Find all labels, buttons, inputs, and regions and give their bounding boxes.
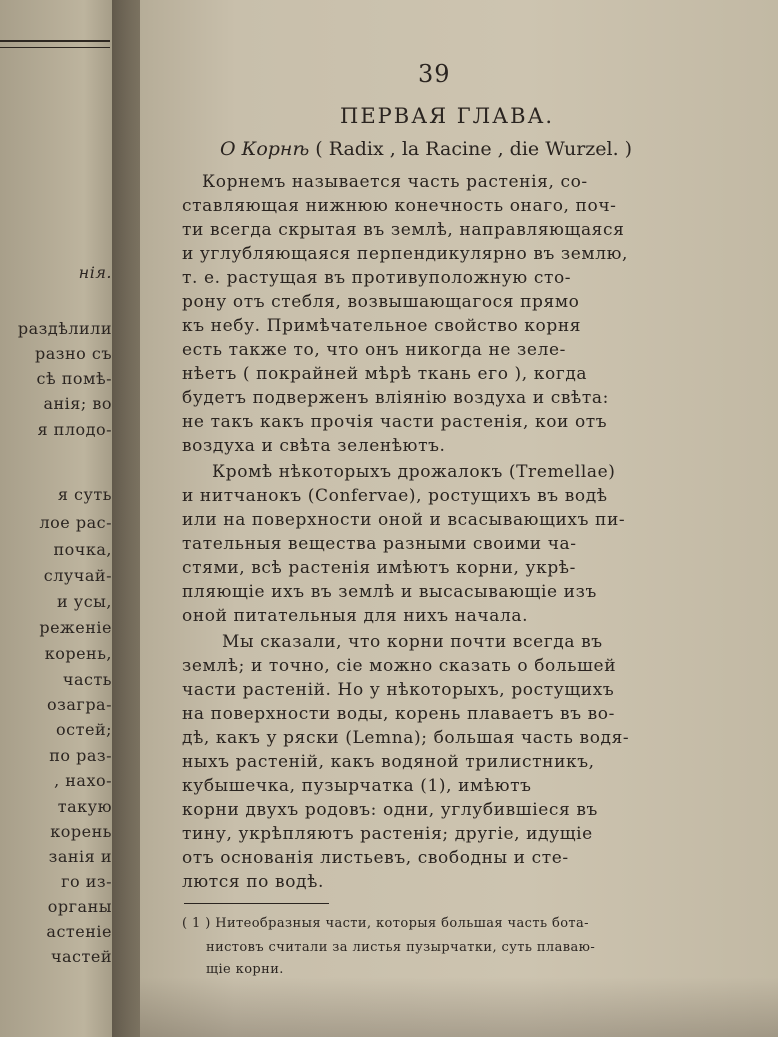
body-line: землѣ; и точно, сіе можно сказать о большей — [182, 656, 617, 676]
body-line: тину, укрѣпляютъ растенія; другіе, идущіе — [182, 824, 593, 844]
body-line: и нитчанокъ (Confervae), ростущихъ въ водѣ — [182, 486, 608, 506]
body-line: лются по водѣ. — [182, 872, 324, 892]
facing-page-line: я плодо- — [37, 420, 112, 439]
body-line: тательныя вещества разными своими ча- — [182, 534, 577, 554]
facing-page-line: нія. — [78, 263, 112, 282]
body-line: ныхъ растеній, какъ водяной трилистникъ, — [182, 752, 595, 772]
body-line: дѣ, какъ у ряски (Lemna); большая часть водя- — [182, 728, 630, 748]
body-line: рону отъ стебля, возвышающагося прямо — [182, 292, 580, 312]
facing-page-line: сѣ помѣ- — [36, 369, 112, 388]
body-line: нѣетъ ( покрайней мѣрѣ ткань его ), когда — [182, 364, 588, 384]
body-line: части растеній. Но у нѣкоторыхъ, ростущихъ — [182, 680, 615, 700]
facing-page-line: лое рас- — [39, 513, 112, 532]
facing-page-line: занія и — [48, 847, 112, 866]
facing-page-line: часть — [62, 670, 112, 689]
body-line: отъ основанія листьевъ, свободны и сте- — [182, 848, 569, 868]
body-line: Мы сказали, что корни почти всегда въ — [222, 632, 603, 652]
facing-page-line: корень — [50, 822, 112, 841]
facing-page-line: и усы, — [57, 592, 112, 611]
facing-page-line: озагра- — [47, 695, 112, 714]
facing-page-line: случай- — [43, 566, 112, 585]
section-title-latin: ( Radix , la Racine , die Wurzel. ) — [315, 138, 633, 160]
footnote-line: щіе корни. — [206, 962, 284, 977]
body-line: кубышечка, пузырчатка (1), имѣютъ — [182, 776, 532, 796]
facing-page-line: разно съ — [34, 344, 112, 363]
body-line: оной питательныя для нихъ начала. — [182, 606, 529, 626]
footnote-line: нистовъ считали за листья пузырчатки, суть плаваю- — [206, 940, 596, 955]
body-line: воздуха и свѣта зеленѣютъ. — [182, 436, 446, 456]
body-line: или на поверхности оной и всасывающихъ пи- — [182, 510, 626, 530]
facing-page-line: частей — [50, 947, 112, 966]
body-line: пляющіе ихъ въ землѣ и высасывающіе изъ — [182, 582, 597, 602]
page-number: 39 — [418, 60, 451, 88]
facing-page-line: органы — [47, 897, 112, 916]
body-line: т. е. растущая въ противуположную сто- — [182, 268, 572, 288]
facing-page-line: астеніе — [46, 922, 112, 941]
body-line: стями, всѣ растенія имѣютъ корни, укрѣ- — [182, 558, 577, 578]
facing-page-line: по раз- — [49, 746, 112, 765]
body-line: Кромѣ нѣкоторыхъ дрожалокъ (Tremellae) — [212, 462, 616, 482]
facing-page-line: почка, — [53, 540, 112, 559]
footnote-line: ( 1 ) Нитеобразныя части, которыя большая часть бота- — [182, 916, 589, 931]
book-page — [140, 0, 778, 1037]
chapter-title: ПЕРВАЯ ГЛАВА. — [340, 104, 555, 128]
body-line: корни двухъ родовъ: одни, углубившіеся въ — [182, 800, 598, 820]
facing-page-line: го из- — [61, 872, 112, 891]
section-title — [220, 138, 632, 160]
header-rule — [0, 40, 110, 48]
facing-page-line: такую — [57, 797, 112, 816]
section-title-russian: О Корнѣ — [220, 138, 310, 160]
page-shadow — [140, 977, 778, 1037]
body-line: къ небу. Примѣчательное свойство корня — [182, 316, 582, 336]
body-line: и углубляющаяся перпендикулярно въ землю, — [182, 244, 629, 264]
facing-page-line: остей; — [56, 720, 112, 739]
facing-page-line: реженіе — [39, 618, 112, 637]
facing-page-line: раздѣлили — [17, 319, 112, 338]
footnote-rule — [184, 903, 329, 904]
body-line: ставляющая нижнюю конечность онаго, поч- — [182, 196, 617, 216]
body-line: не такъ какъ прочія части растенія, кои отъ — [182, 412, 608, 432]
body-line: есть также то, что онъ никогда не зеле- — [182, 340, 566, 360]
facing-page-line: корень, — [44, 644, 112, 663]
facing-page-line: я суть — [57, 485, 112, 504]
body-line: на поверхности воды, корень плаваетъ въ во- — [182, 704, 615, 724]
body-line: будетъ подверженъ вліянію воздуха и свѣта: — [182, 388, 609, 408]
facing-page-line: анія; во — [43, 394, 112, 413]
body-line: ти всегда скрытая въ землѣ, направляющаяся — [182, 220, 625, 240]
facing-page-line: , нахо- — [54, 771, 112, 790]
body-line: Корнемъ называется часть растенія, со- — [202, 172, 588, 192]
